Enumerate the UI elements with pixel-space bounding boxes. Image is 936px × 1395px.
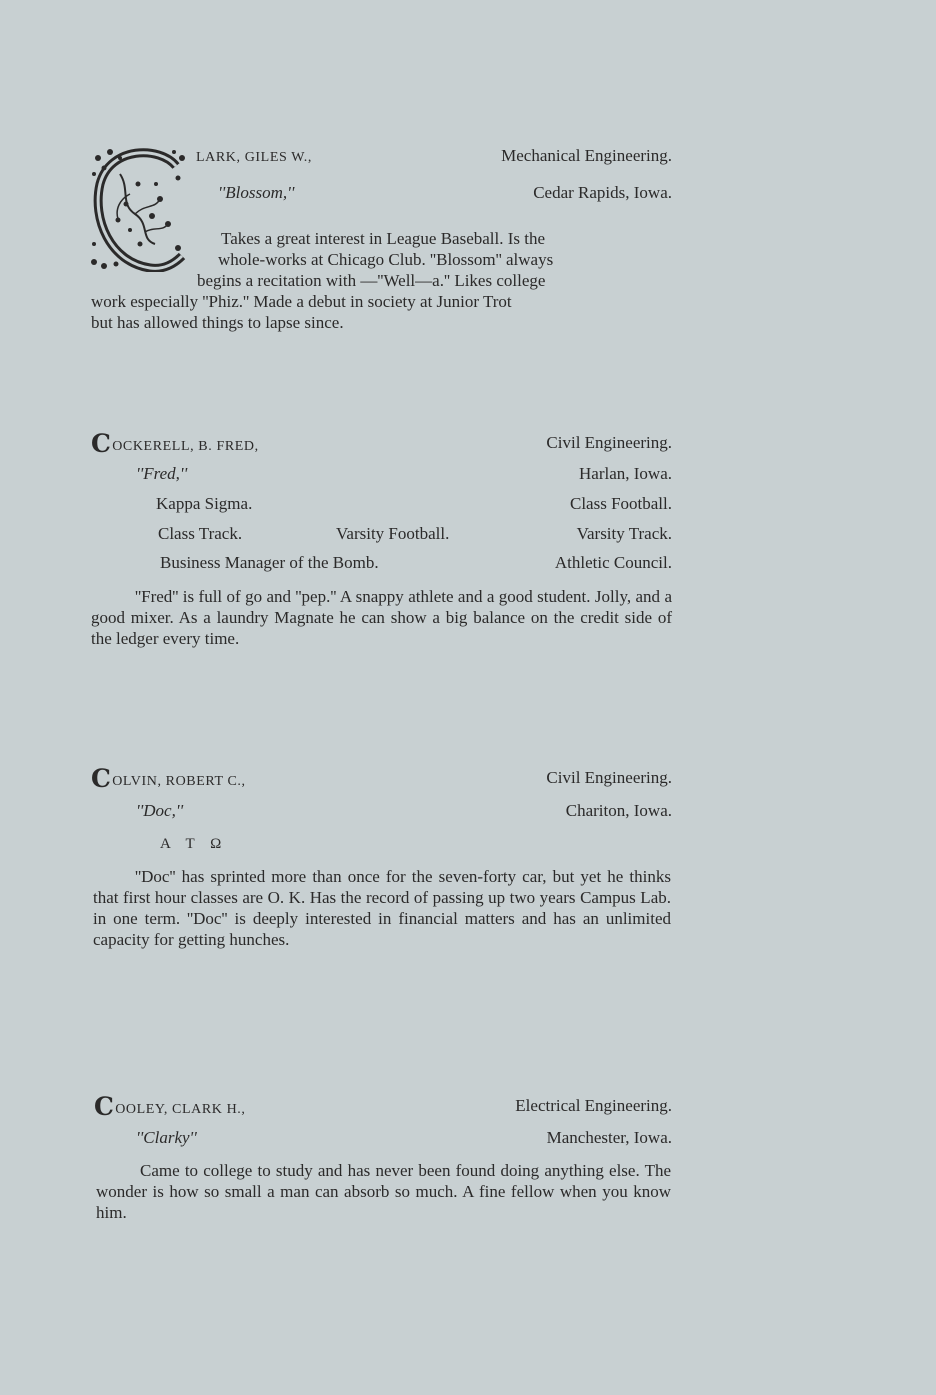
department-cooley: Electrical Engineering. (515, 1096, 672, 1115)
bio-clark-line-1: Takes a great interest in League Baseball. Is the (221, 229, 546, 248)
blackletter-initial: C (91, 764, 112, 793)
hometown-cockerell: Harlan, Iowa. (579, 464, 672, 483)
department-colvin: Civil Engineering. (546, 768, 672, 787)
nickname-cockerell: ''Fred,'' (136, 464, 188, 483)
student-name-clark: LARK, GILES W., (196, 150, 312, 165)
bio-clark-line-5: but has allowed things to lapse since. (91, 313, 344, 332)
ornamental-initial-c-icon (90, 144, 188, 272)
activity-business-manager: Business Manager of the Bomb. (160, 553, 379, 572)
blackletter-initial: C (91, 429, 112, 458)
activity-class-track: Class Track. (158, 524, 243, 543)
activity-athletic-council: Athletic Council. (554, 553, 672, 572)
student-name-cockerell: COCKERELL, B. FRED, (91, 429, 259, 458)
fraternity-cockerell: Kappa Sigma. (156, 494, 253, 513)
blackletter-initial: C (94, 1092, 115, 1121)
hometown-cooley: Manchester, Iowa. (546, 1128, 672, 1147)
nickname-cooley: ''Clarky'' (136, 1128, 197, 1147)
activity-class-football: Class Football. (569, 494, 672, 513)
fraternity-colvin: A T Ω (160, 836, 228, 852)
activity-varsity-football: Varsity Football. (336, 524, 450, 543)
bio-clark-line-3: begins a recitation with —''Well—a.'' Likes college (197, 271, 546, 290)
department-clark: Mechanical Engineering. (501, 146, 672, 165)
bio-clark-line-2: whole-works at Chicago Club. ''Blossom'' always (218, 250, 554, 269)
department-cockerell: Civil Engineering. (546, 433, 672, 452)
bio-colvin: ''Doc'' has sprinted more than once for the seven-forty car, but yet he thinks that first hour classes are O. K. Has the record of passing up two years Campus Lab. in one term. ''Doc'' is deeply interested in financial matters and has an unlimited capacity for getting hunches. (93, 867, 671, 949)
nickname-colvin: ''Doc,'' (136, 801, 184, 820)
hometown-colvin: Chariton, Iowa. (565, 801, 672, 820)
nickname-clark: ''Blossom,'' (218, 183, 295, 202)
hometown-clark: Cedar Rapids, Iowa. (533, 183, 672, 202)
bio-clark-line-4: work especially ''Phiz.'' Made a debut in society at Junior Trot (91, 292, 512, 311)
student-name-colvin: COLVIN, ROBERT C., (91, 764, 246, 793)
bio-cooley: Came to college to study and has never been found doing anything else. The wonder is how so small a man can absorb so much. A fine fellow when you know him. (96, 1161, 671, 1222)
student-name-cooley: COOLEY, CLARK H., (94, 1092, 246, 1121)
bio-cockerell: ''Fred'' is full of go and ''pep.'' A snappy athlete and a good student. Jolly, and a good mixer. As a laundry Magnate he can show a big balance on the credit side of the ledger every time. (91, 587, 672, 648)
activity-varsity-track: Varsity Track. (576, 524, 672, 543)
